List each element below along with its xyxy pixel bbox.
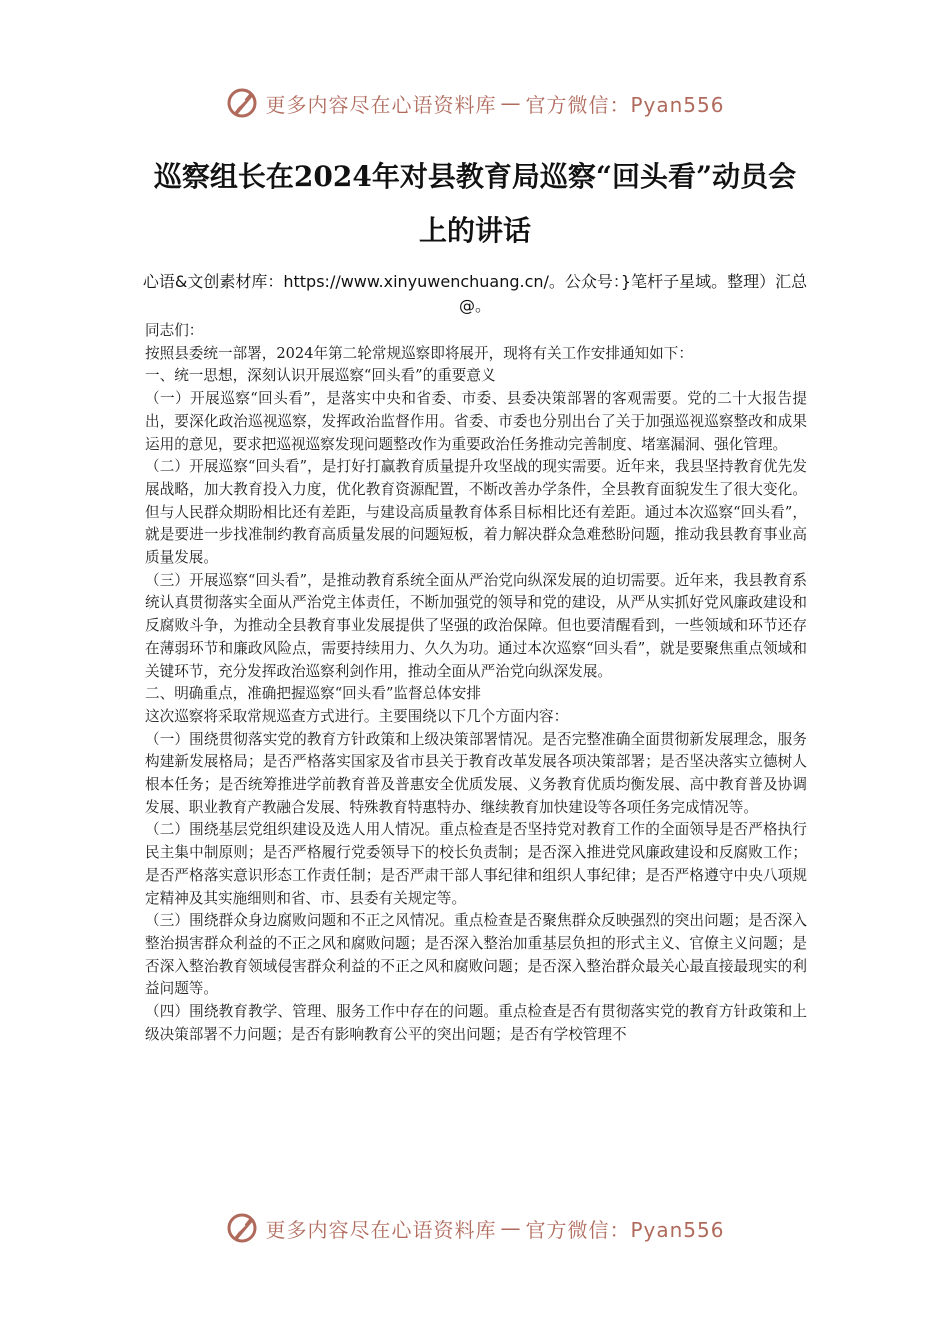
source-line: 心语&文创素材库：https://www.xinyuwenchuang.cn/。公众号：}笔杆子星域。整理）汇总@。 [142, 272, 808, 315]
section-heading: 二、明确重点，准确把握巡察“回头看”监督总体安排 [145, 685, 481, 703]
paragraph: （三）围绕群众身边腐败问题和不正之风情况。重点检查是否聚焦群众反映强烈的突出问题；是否深入整治损害群众利益的不正之风和腐败问题；是否深入整治加重基层负担的形式主义、官僚主义问题；是否深入整治教育领域侵害群众利益的不正之风和腐败问题；是否深入整治群众最关心最直接最现实的利益问题等。 [145, 912, 807, 998]
header-banner [0, 83, 950, 123]
banner-contact: 官方微信：Pyan556 [525, 1217, 725, 1242]
banner-text: 更多内容尽在心语资料库 [265, 1217, 497, 1242]
paragraph: 同志们： [145, 322, 204, 339]
paragraph: （一）开展巡察“回头看”，是落实中央和省委、市委、县委决策部署的客观需要。党的二十大报告提出，要深化政治巡视巡察，发挥政治监督作用。省委、市委也分别出台了关于加强巡视巡察整改和成果运用的意见，要求把巡视巡察发现问题整改作为重要政治任务推动完善制度、堵塞漏洞、强化管理。 [145, 390, 807, 453]
paragraph: （三）开展巡察“回头看”，是推动教育系统全面从严治党向纵深发展的迫切需要。近年来，我县教育系统认真贯彻落实全面从严治党主体责任，不断加强党的领导和党的建设，从严从实抓好党风廉政建设和反腐败斗争，为推动全县教育事业发展提供了坚强的政治保障。但也要清醒看到，一些领域和环节还存在薄弱环节和廉政风险点，需要持续用力、久久为功。通过本次巡察“回头看”，就是要聚焦重点领域和关键环节，充分发挥政治巡察利剑作用，推动全面从严治党向纵深发展。 [145, 571, 807, 680]
banner-separator: — [500, 91, 522, 115]
paragraph: （四）围绕教育教学、管理、服务工作中存在的问题。重点检查是否有贯彻落实党的教育方针政策和上级决策部署不力问题；是否有影响教育公平的突出问题；是否有学校管理不 [145, 1003, 807, 1043]
footer-banner [0, 1208, 950, 1248]
pen-nib-circle-icon [225, 1211, 259, 1245]
banner-text: 更多内容尽在心语资料库 [265, 92, 497, 117]
paragraph: 按照县委统一部署，2024年第二轮常规巡察即将展开，现将有关工作安排通知如下： [145, 344, 693, 362]
paragraph: （二）开展巡察“回头看”，是打好打赢教育质量提升攻坚战的现实需要。近年来，我县坚持教育优先发展战略，加大教育投入力度，优化教育资源配置，不断改善办学条件，全县教育面貌发生了很大变化。但与人民群众期盼相比还有差距，与建设高质量教育体系目标相比还有差距。通过本次巡察“回头看”，就是要进一步找准制约教育高质量发展的问题短板，着力解决群众急难愁盼问题，推动我县教育事业高质量发展。 [145, 458, 807, 567]
banner-separator: — [500, 1216, 522, 1240]
document-body [145, 320, 807, 1047]
pen-nib-circle-icon [225, 86, 259, 120]
paragraph: （一）围绕贯彻落实党的教育方针政策和上级决策部署情况。是否完整准确全面贯彻新发展理念，服务构建新发展格局；是否严格落实国家及省市县关于教育改革发展各项决策部署；是否坚决落实立德树人根本任务；是否统筹推进学前教育普及普惠安全优质发展、义务教育优质均衡发展、高中教育普及协调发展、职业教育产教融合发展、特殊教育特惠特办、继续教育加快建设等各项任务完成情况等。 [145, 730, 807, 816]
banner-contact: 官方微信：Pyan556 [525, 92, 725, 117]
document-title: 巡察组长在2024年对县教育局巡察“回头看”动员会上的讲话 [153, 160, 797, 247]
paragraph: 这次巡察将采取常规巡查方式进行。主要围绕以下几个方面内容： [145, 707, 569, 725]
section-heading: 一、统一思想，深刻认识开展巡察“回头看”的重要意义 [145, 367, 496, 385]
paragraph: （二）围绕基层党组织建设及选人用人情况。重点检查是否坚持党对教育工作的全面领导是否严格执行民主集中制原则；是否严格履行党委领导下的校长负责制；是否深入推进党风廉政建设和反腐败工作；是否严格落实意识形态工作责任制；是否严肃干部人事纪律和组织人事纪律；是否严格遵守中央八项规定精神及其实施细则和省、市、县委有关规定等。 [145, 821, 807, 907]
